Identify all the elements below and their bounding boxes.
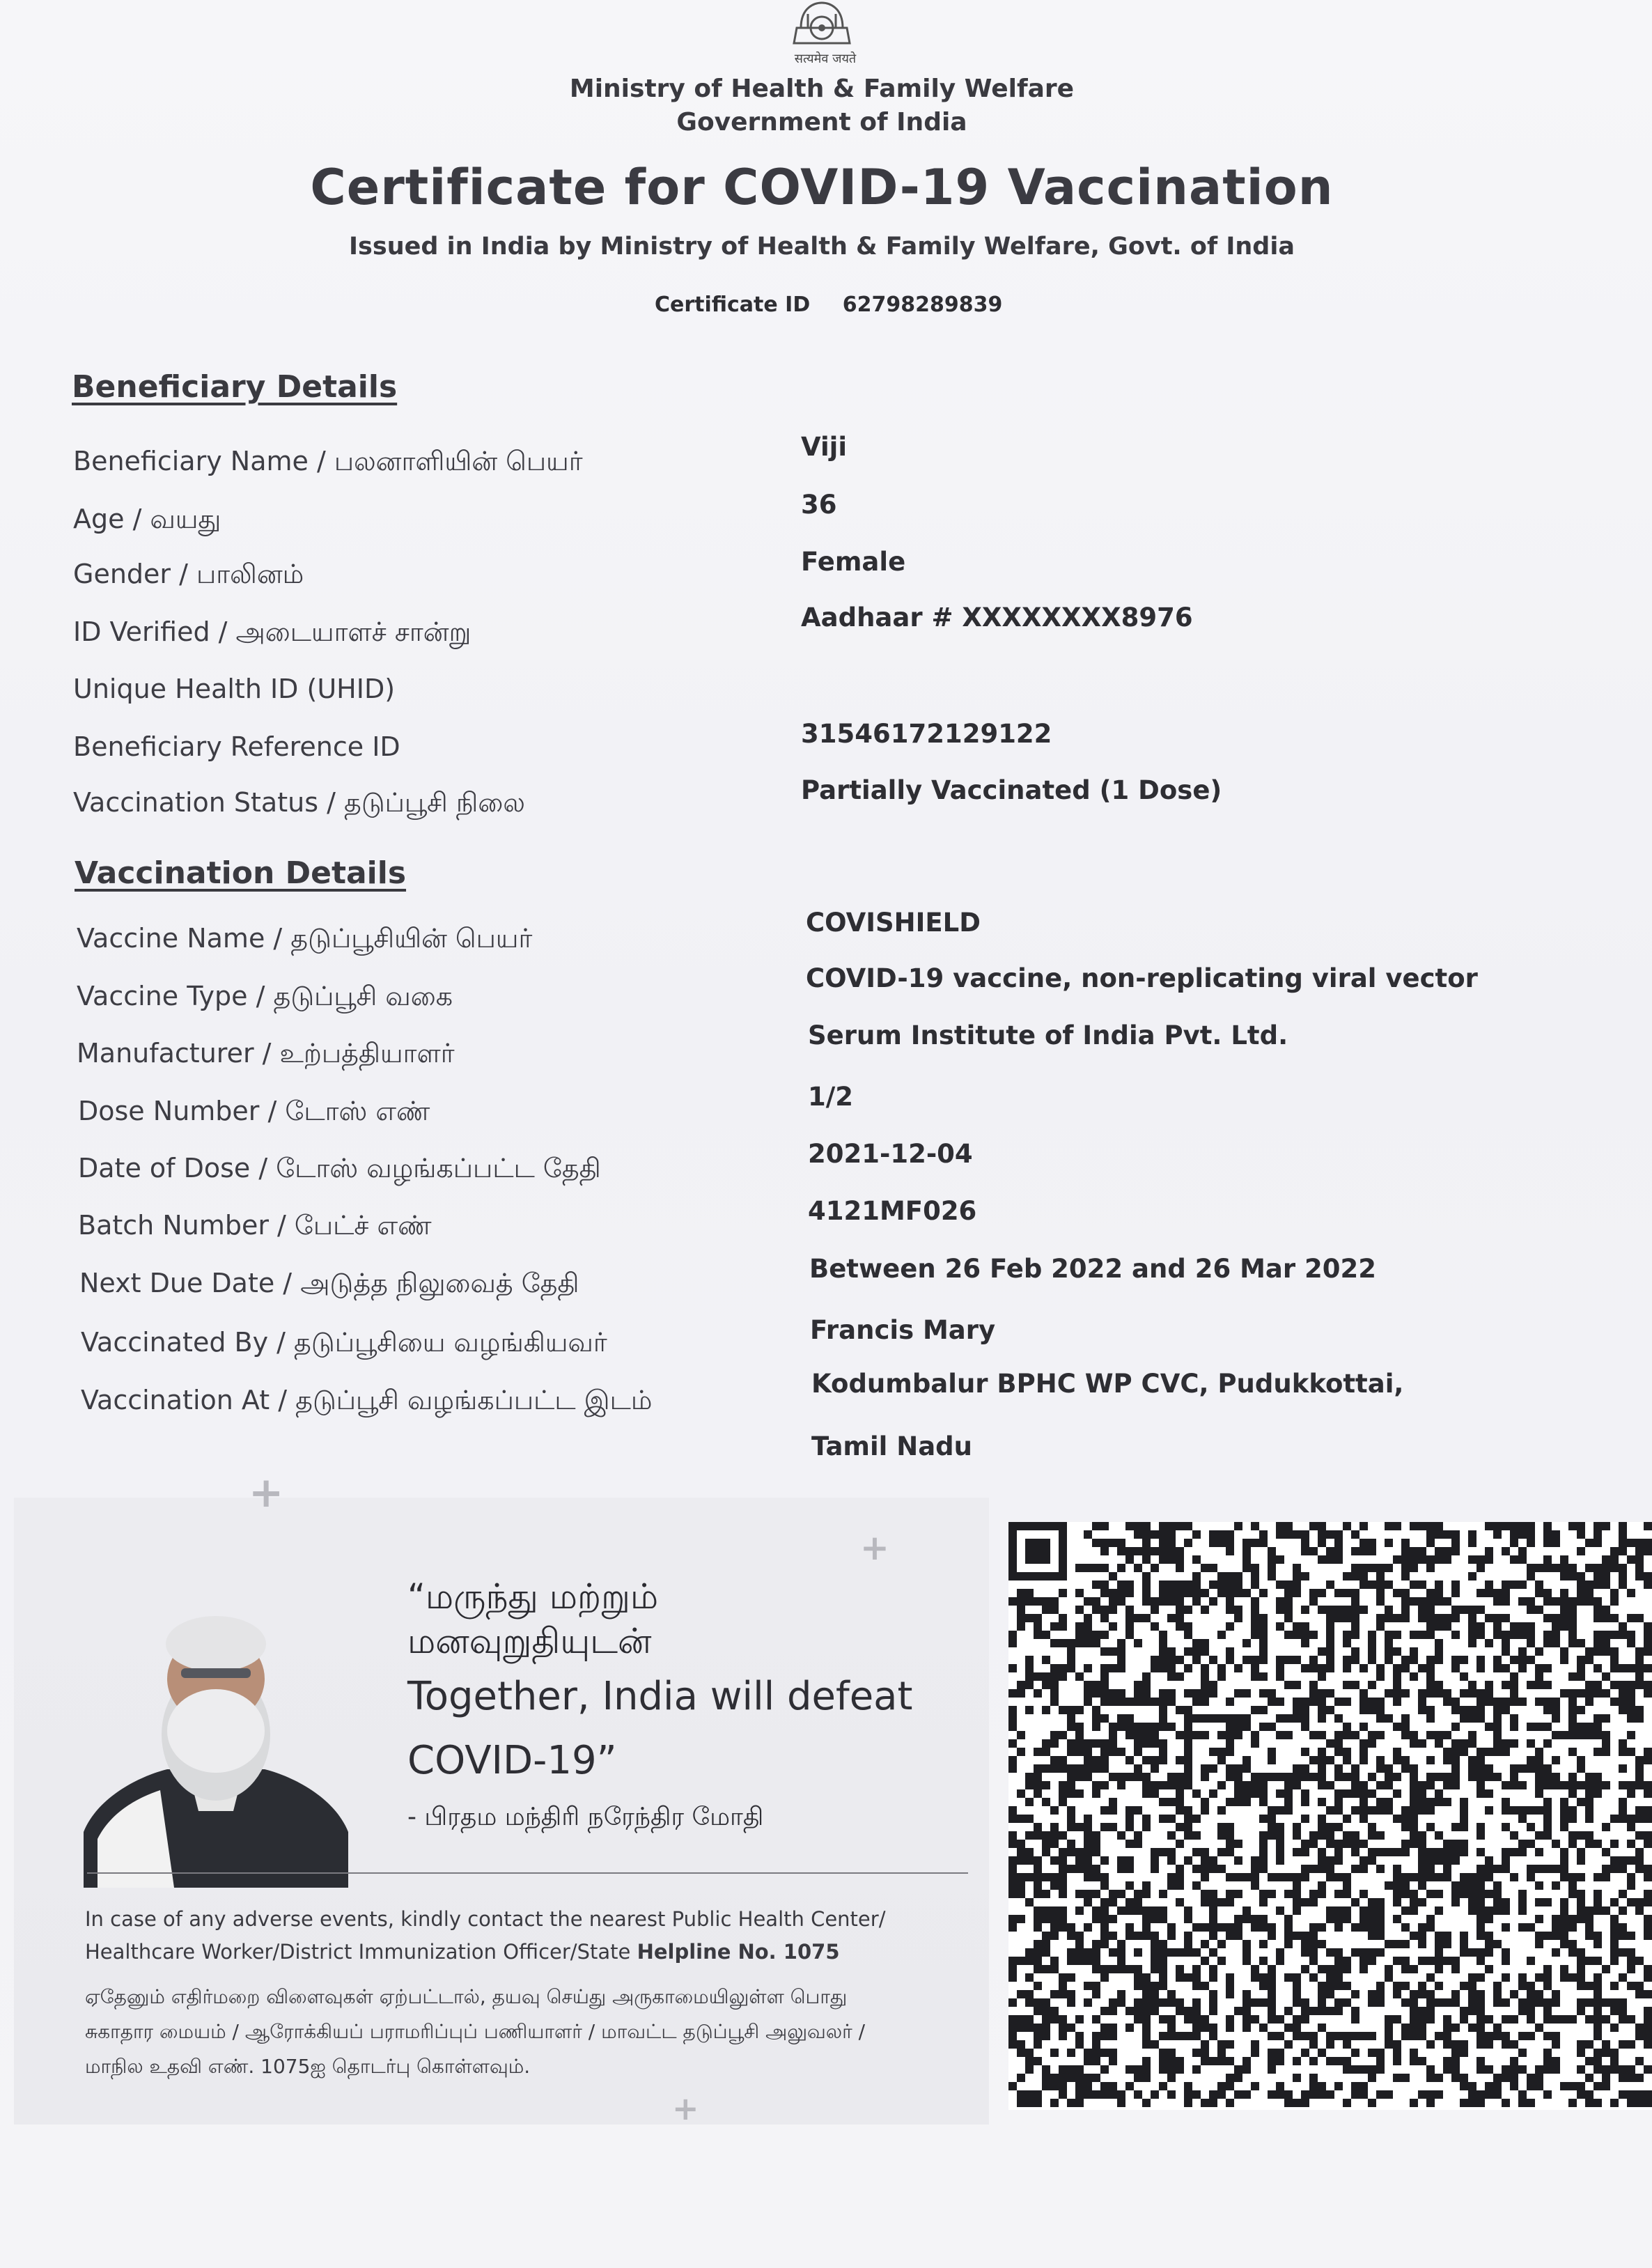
quote-attribution: - பிரதம மந்திரி நரேந்திர மோதி (407, 1803, 764, 1831)
adverse-events-notice-english (85, 1903, 976, 1968)
adverse-events-notice-tamil (85, 1980, 976, 2084)
quote-english (407, 1665, 965, 1793)
label-gender: Gender / பாலினம் (73, 559, 304, 589)
plus-decoration-icon: + (249, 1468, 284, 1517)
pm-portrait-photo (84, 1602, 348, 1888)
issued-by: Issued in India by Ministry of Health & Family Welfare, Govt. of India (349, 233, 1295, 261)
value-date-of-dose: 2021-12-04 (808, 1139, 973, 1169)
label-age: Age / வயது (73, 504, 221, 534)
vaccination-heading: Vaccination Details (75, 855, 407, 891)
value-vaccinated-by: Francis Mary (810, 1315, 996, 1345)
quote-tamil-line-1: “மருந்து மற்றும் (407, 1576, 659, 1617)
label-dose-number: Dose Number / டோஸ் எண் (78, 1096, 430, 1126)
value-beneficiary-reference-id: 31546172129122 (801, 719, 1052, 749)
value-vaccination-status: Partially Vaccinated (1 Dose) (801, 775, 1222, 805)
value-manufacturer: Serum Institute of India Pvt. Ltd. (808, 1020, 1288, 1050)
label-date-of-dose: Date of Dose / டோஸ் வழங்கப்பட்ட தேதி (78, 1153, 601, 1183)
label-vaccinated-by: Vaccinated By / தடுப்பூசியை வழங்கியவர் (81, 1327, 607, 1358)
label-vaccine-name: Vaccine Name / தடுப்பூசியின் பெயர் (77, 923, 533, 954)
notice-ta-line-1: ஏதேனும் எதிர்மறை விளைவுகள் ஏற்பட்டால், தயவு செய்து அருகாமையிலுள்ள பொது (85, 1985, 848, 2008)
value-vaccine-name: COVISHIELD (806, 908, 981, 938)
value-gender: Female (801, 547, 906, 577)
value-vaccination-at: Kodumbalur BPHC WP CVC, Pudukkottai, (811, 1369, 1404, 1399)
value-vaccination-at-line2: Tamil Nadu (811, 1431, 972, 1461)
quote-tamil (407, 1574, 658, 1663)
ministry-heading (488, 72, 1156, 139)
label-id-verified: ID Verified / அடையாளச் சான்று (73, 616, 472, 647)
label-vaccination-status: Vaccination Status / தடுப்பூசி நிலை (73, 787, 525, 818)
plus-decoration-icon: + (672, 2090, 699, 2127)
label-next-due-date: Next Due Date / அடுத்த நிலுவைத் தேதி (79, 1268, 579, 1298)
quote-english-line-2: COVID-19” (407, 1738, 617, 1783)
label-uhid: Unique Health ID (UHID) (73, 674, 396, 704)
value-next-due-date: Between 26 Feb 2022 and 26 Mar 2022 (809, 1254, 1376, 1284)
label-beneficiary-reference-id: Beneficiary Reference ID (73, 731, 400, 762)
ministry-line-1: Ministry of Health & Family Welfare (569, 75, 1075, 103)
label-vaccine-type: Vaccine Type / தடுப்பூசி வகை (77, 981, 453, 1011)
verification-qr-code (1008, 1522, 1652, 2110)
notice-ta-line-3: மாநில உதவி எண். 1075ஐ தொடர்பு கொள்ளவும். (85, 2055, 531, 2078)
value-beneficiary-name: Viji (801, 432, 848, 462)
emblem-motto: सत्यमेव जयते (794, 52, 857, 66)
value-dose-number: 1/2 (808, 1082, 854, 1112)
quote-english-line-1: Together, India will defeat (407, 1674, 913, 1719)
notice-en-line-1: In case of any adverse events, kindly contact the nearest Public Health Center/ (85, 1907, 886, 1931)
value-vaccine-type: COVID-19 vaccine, non-replicating viral vector (806, 963, 1478, 993)
notice-en-line-2-text: Healthcare Worker/District Immunization Officer/State (85, 1940, 637, 1964)
certificate-id (655, 293, 1002, 317)
label-manufacturer: Manufacturer / உற்பத்தியாளர் (77, 1038, 455, 1069)
divider (87, 1872, 968, 1874)
plus-decoration-icon: + (860, 1528, 889, 1568)
certificate-id-label: Certificate ID (655, 293, 811, 317)
notice-ta-line-2: சுகாதார மையம் / ஆரோக்கியப் பராமரிப்புப் பணியாளர் / மாவட்ட தடுப்பூசி அலுவலர் / (85, 2020, 866, 2043)
page-title: Certificate for COVID-19 Vaccination (310, 159, 1334, 216)
label-vaccination-at: Vaccination At / தடுப்பூசி வழங்கப்பட்ட இடம் (81, 1385, 653, 1415)
label-batch-number: Batch Number / பேட்ச் எண் (78, 1210, 432, 1241)
notice-en-line-2 (85, 1936, 976, 1968)
helpline-number: Helpline No. 1075 (637, 1940, 840, 1964)
ministry-line-2: Government of India (676, 108, 967, 137)
value-id-verified: Aadhaar # XXXXXXXX8976 (801, 603, 1193, 632)
quote-tamil-line-2: மனவுறுதியுடன் (407, 1621, 652, 1661)
value-batch-number: 4121MF026 (808, 1196, 977, 1226)
certificate-id-value: 62798289839 (842, 293, 1003, 317)
state-emblem-icon (780, 0, 864, 49)
value-age: 36 (801, 490, 837, 520)
beneficiary-heading: Beneficiary Details (72, 369, 398, 405)
label-beneficiary-name: Beneficiary Name / பலனாளியின் பெயர் (73, 446, 583, 476)
